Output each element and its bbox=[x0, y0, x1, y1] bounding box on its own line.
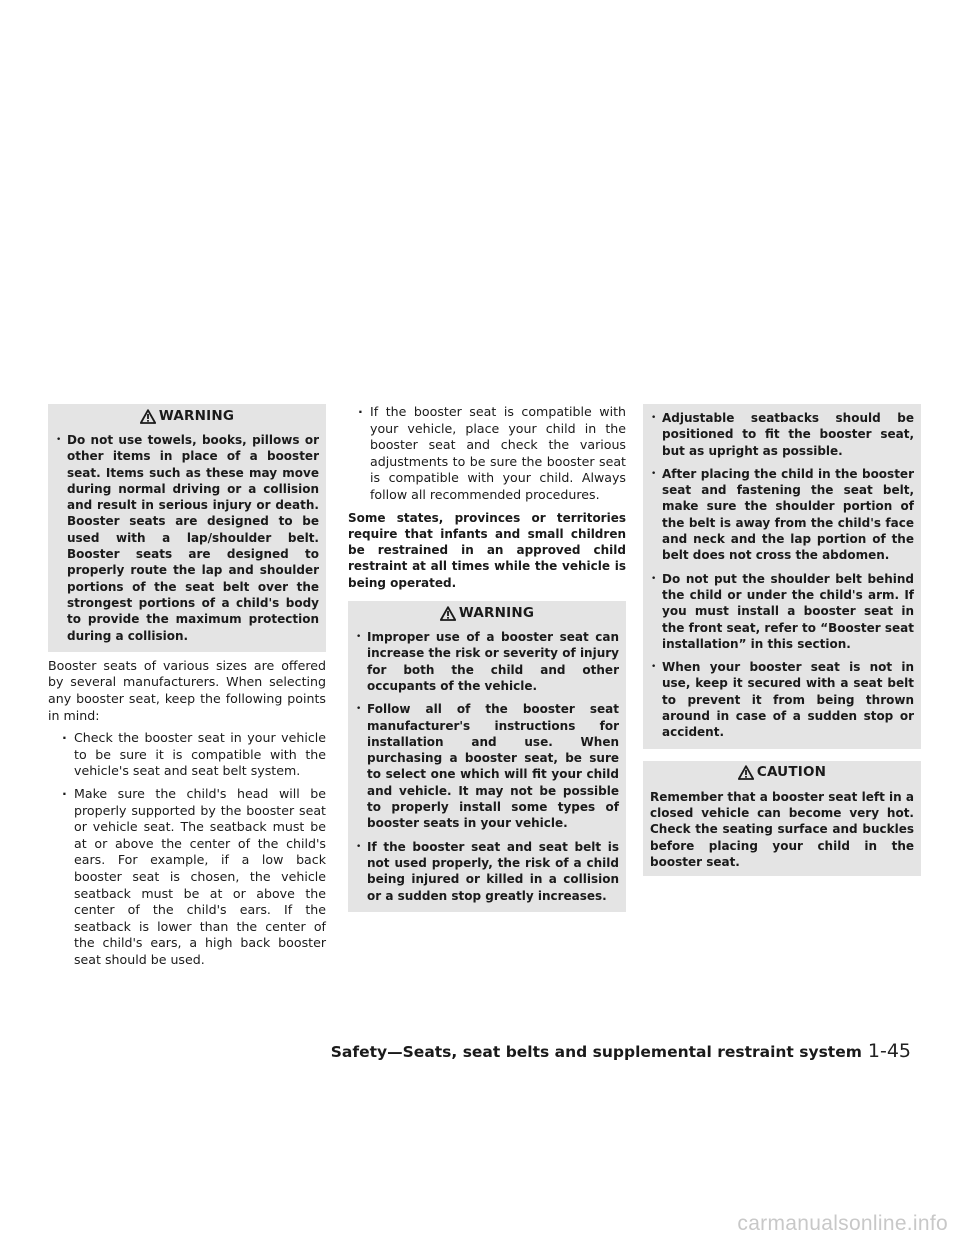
warning-box-title bbox=[355, 601, 619, 625]
warning-item: • Do not use towels, books, pillows or other items in place of a booster seat. Items such as these may move during normal driving or a collision and result in serious injury or death. Booster seats are designed to be used with a lap/shoulder belt. Booster seats are designed to properly route the lap and shoulder portions of the seat belt over the strongest portions of a child's body to provide the maximum protection during a collision. bbox=[55, 432, 319, 644]
warning-item: • Do not put the shoulder belt behind the child or under the child's arm. If you must install a booster seat in the front seat, refer to “Booster seat installation” in this section. bbox=[650, 571, 914, 652]
section-title: Safety—Seats, seat belts and supplemental restraint system bbox=[330, 1043, 862, 1061]
warning-box-2 bbox=[348, 601, 626, 912]
column-right bbox=[643, 404, 921, 882]
caution-box-title bbox=[650, 761, 914, 785]
list-item: · Make sure the child's head will be properly supported by the booster seat or vehicle seat. The seatback must be at or above the center of the child's ears. For example, if a low back booster seat is chosen, the vehicle seatback must be at or above the center of the child's ears. If the seatback is lower than the center of the child's ears, a high back booster seat should be used. bbox=[60, 786, 326, 969]
booster-intro-paragraph: Booster seats of various sizes are offered by several manufacturers. When selecting any booster seat, keep the following points in mind: bbox=[48, 657, 326, 723]
warning-triangle-icon bbox=[440, 606, 456, 621]
caution-paragraph: Remember that a booster seat left in a closed vehicle can become very hot. Check the seating surface and buckles before placing your child in the booster seat. bbox=[650, 789, 914, 869]
warning-item: • Improper use of a booster seat can increase the risk or severity of injury for both the child and other occupants of the vehicle. bbox=[355, 629, 619, 694]
warning-item: • If the booster seat and seat belt is not used properly, the risk of a child being injured or killed in a collision or a sudden stop greatly increases. bbox=[355, 839, 619, 904]
column-middle bbox=[348, 404, 626, 918]
warning-box-title bbox=[55, 404, 319, 428]
caution-triangle-icon bbox=[738, 765, 754, 780]
list-item: · If the booster seat is compatible with your vehicle, place your child in the booster seat and check the various adjustments to be sure the booster seat is compatible with your child. Always follow all recommended procedures. bbox=[356, 404, 626, 504]
page-footer bbox=[0, 1040, 911, 1062]
warning-item: • After placing the child in the booster seat and fastening the seat belt, make sure the shoulder portion of the belt is away from the child's face and neck and the lap portion of the belt does not cross the abdomen. bbox=[650, 466, 914, 564]
warning-list bbox=[55, 432, 319, 644]
list-item: · Check the booster seat in your vehicle to be sure it is compatible with the vehicle's seat and seat belt system. bbox=[60, 730, 326, 780]
warning-list bbox=[355, 629, 619, 904]
warning-box-2-continued bbox=[643, 404, 921, 749]
watermark-text[interactable]: carmanualsonline.info bbox=[737, 1212, 948, 1235]
warning-label: WARNING bbox=[158, 407, 235, 424]
column-left bbox=[48, 404, 326, 975]
law-note-paragraph: Some states, provinces or territories require that infants and small children be restrained in an approved child restraint at all times while the vehicle is being operated. bbox=[348, 510, 626, 590]
warning-box-1 bbox=[48, 404, 326, 652]
booster-points-list bbox=[60, 730, 326, 968]
warning-item: • Adjustable seatbacks should be positioned to fit the booster seat, but as upright as possible. bbox=[650, 410, 914, 459]
warning-label: WARNING bbox=[458, 604, 535, 621]
warning-item: • When your booster seat is not in use, keep it secured with a seat belt to prevent it from being thrown around in case of a sudden stop or accident. bbox=[650, 659, 914, 740]
booster-points-continued bbox=[356, 404, 626, 504]
warning-list bbox=[650, 410, 914, 741]
caution-box bbox=[643, 761, 921, 876]
page-number: 1-45 bbox=[867, 1040, 911, 1062]
caution-label: CAUTION bbox=[756, 764, 827, 781]
warning-item: • Follow all of the booster seat manufacturer's instructions for installation and use. When purchasing a booster seat, be sure to select one which will fit your child and vehicle. It may not be possible to properly install some types of booster seats in your vehicle. bbox=[355, 701, 619, 831]
warning-triangle-icon bbox=[140, 409, 156, 424]
